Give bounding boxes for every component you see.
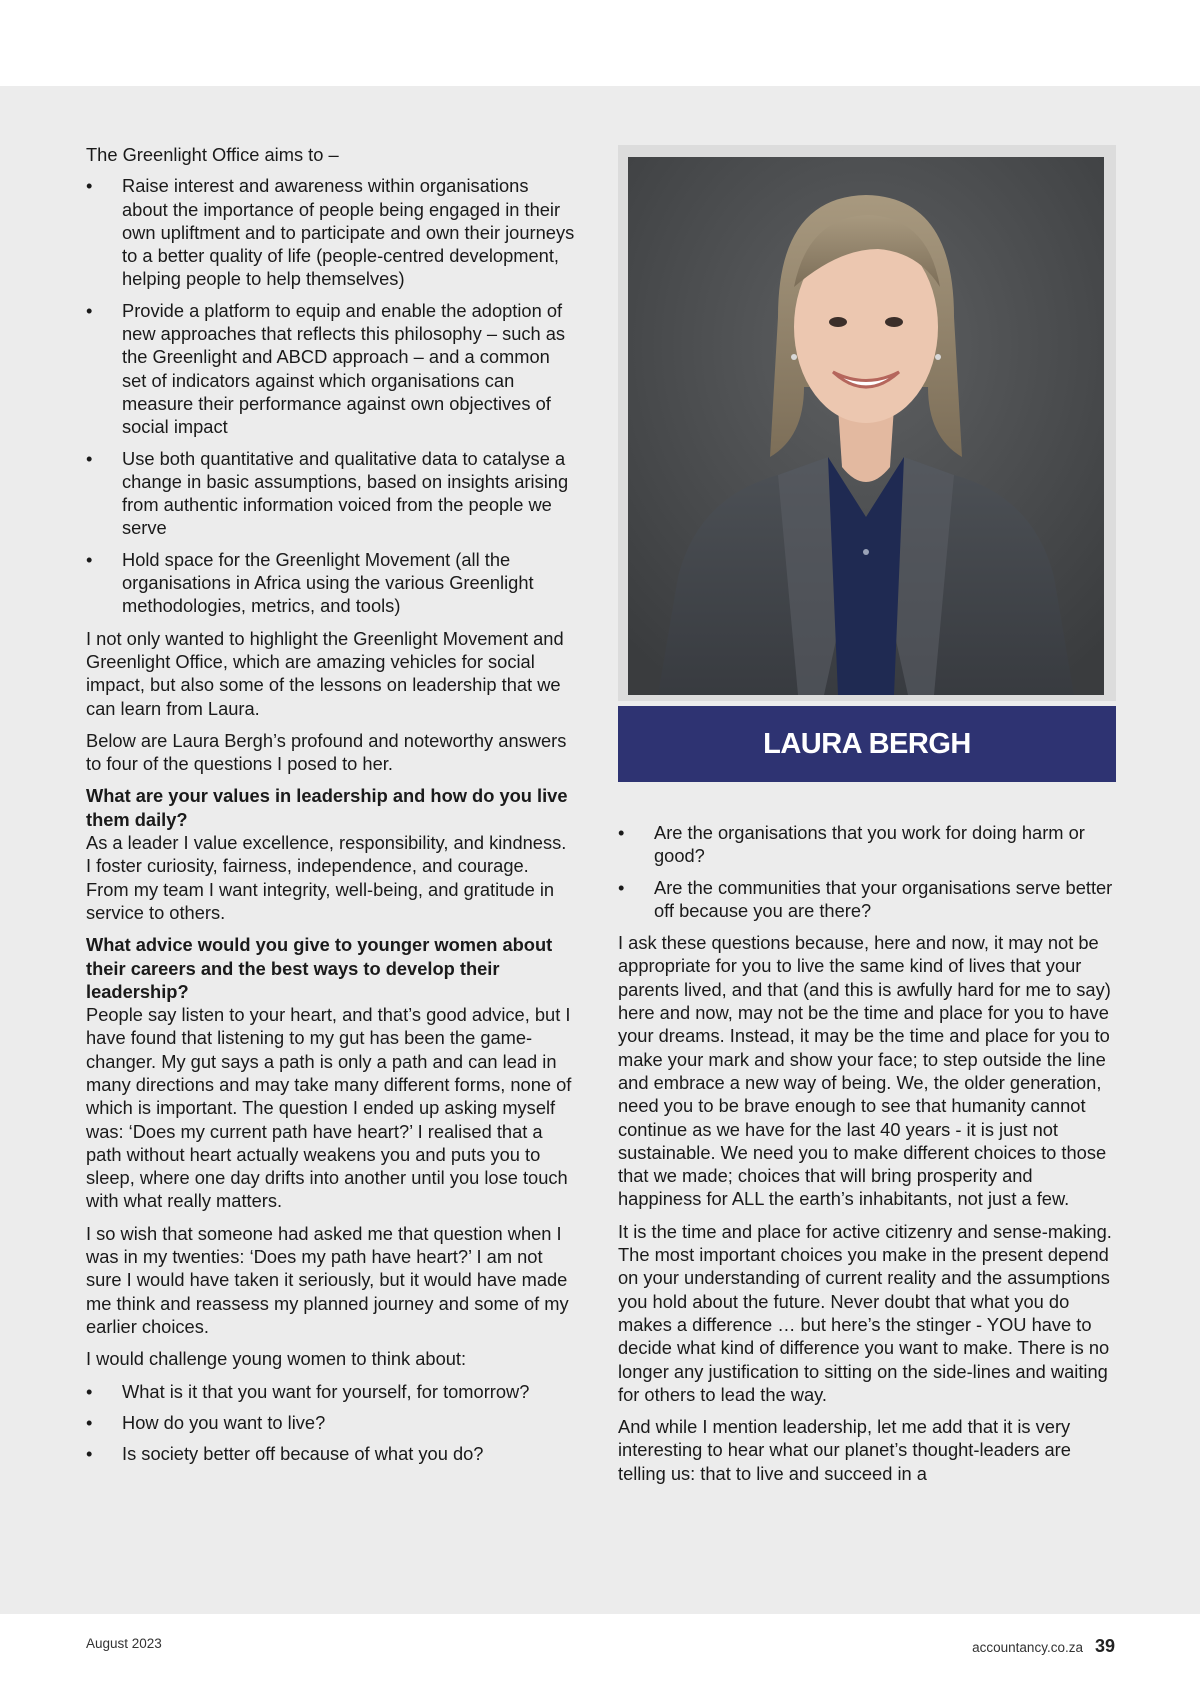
bullet-icon: • [618, 822, 625, 843]
body-paragraph: And while I mention leadership, let me add that it is very interesting to hear what our planet’s thought-leaders are telling us: that to live and succeed in a [618, 1416, 1071, 1484]
page-number: 39 [1094, 1636, 1115, 1656]
list-item-text: What is it that you want for yourself, for tomorrow? [122, 1380, 530, 1402]
list-item [618, 876, 1116, 923]
body-paragraph: I ask these questions because, here and now, it may not be appropriate for you to live the same kind of lives that your parents lived, and that (and this is awfully hard for me to say) here and now, may not be the time and place for you to have your dreams. Instead, it may be the time and place for you to make your mark and show your face; to step outside the line and embrace a new way of being. We, the older generation, need you to be brave enough to see that humanity cannot continue as we have for the last 40 years - it is just not sustainable. We need you to make different choices to those that we made; choices that will bring prosperity and happiness for ALL the earth’s inhabitants, not just a few. [618, 932, 1111, 1210]
list-item-text: Hold space for the Greenlight Movement (all the organisations in Africa using the various Greenlight methodologies, metrics, and tools) [122, 548, 534, 617]
name-caption-banner [618, 706, 1116, 782]
list-item-text: Are the communities that your organisations serve better off because you are there? [654, 876, 1113, 921]
answer-text: As a leader I value excellence, responsibility, and kindness. I foster curiosity, fairness, independence, and courage. From my team I want integrity, well-being, and gratitude in service to others. [86, 832, 567, 923]
body-paragraph: I so wish that someone had asked me that question when I was in my twenties: ‘Does my path have heart?’ I am not sure I would have taken it seriously, but it would have made me think and reassess my planned journey and some of my earlier choices. [86, 1222, 569, 1337]
list-item-text: How do you want to live? [122, 1411, 326, 1433]
answer-text: People say listen to your heart, and that’s good advice, but I have found that listening to my gut has been the game-changer. My gut says a path is only a path and can lead in many directions and may take many different forms, none of which is important. The question I ended up asking myself was: ‘Does my current path have heart?’ I realised that a path without heart actually weakens you and puts you to sleep, where one day drifts into another until you lose touch with what really matters. [86, 1004, 572, 1212]
challenge-list [86, 1380, 576, 1466]
list-item-text: Raise interest and awareness within organisations about the importance of people being engaged in their own upliftment and to participate and own their journeys to a better quality of life (people-centred development, helping people to help themselves) [122, 175, 575, 290]
list-item [86, 174, 576, 290]
list-item [86, 1380, 576, 1403]
qa-block [86, 933, 576, 1213]
list-item [86, 1442, 576, 1465]
body-paragraph: It is the time and place for active citizenry and sense-making. The most important choices you make in the present depend on your understanding of current reality and the assumptions you hold about the future. Never doubt that what you do makes a difference … but here’s the stinger - YOU have to decide what kind of difference you want to make. There is no longer any justification to sitting on the side-lines and waiting for others to lead the way. [618, 1220, 1112, 1405]
footer-date: August 2023 [86, 1636, 162, 1651]
footer-site-link: accountancy.co.za [972, 1640, 1083, 1655]
list-item-text: Provide a platform to equip and enable the adoption of new approaches that reflects this philosophy – such as the Greenlight and ABCD approach – and a common set of indicators against which organisations can measure their performance against own objectives of social impact [122, 299, 566, 438]
list-item [618, 821, 1116, 868]
list-item-text: Use both quantitative and qualitative data to catalyse a change in basic assumptions, based on insights arising from authentic information voiced from the people we serve [122, 447, 569, 539]
body-paragraph: I not only wanted to highlight the Greenlight Movement and Greenlight Office, which are amazing vehicles for social impact, but also some of the lessons on leadership that we can learn from Laura. [86, 627, 564, 719]
bullet-icon: • [86, 548, 93, 570]
list-item-text: Is society better off because of what you do? [122, 1443, 484, 1465]
name-caption: LAURA BERGH [763, 727, 971, 760]
body-paragraph: Below are Laura Bergh’s profound and noteworthy answers to four of the questions I posed to her. [86, 729, 567, 775]
list-item [86, 548, 576, 618]
question-heading: What are your values in leadership and how do you live them daily? [86, 785, 568, 830]
portrait-photo [628, 157, 1104, 695]
qa-block [86, 784, 576, 924]
list-item [86, 447, 576, 540]
question-heading: What advice would you give to younger women about their careers and the best ways to develop their leadership? [86, 934, 553, 1002]
list-item-text: Are the organisations that you work for doing harm or good? [654, 822, 1085, 867]
bullet-icon: • [86, 447, 93, 469]
bullet-icon: • [86, 1411, 93, 1433]
aims-list [86, 174, 576, 617]
footer-right [972, 1636, 1115, 1657]
left-column [86, 143, 576, 1474]
list-item [86, 299, 576, 439]
bullet-icon: • [86, 299, 93, 321]
bullet-icon: • [86, 175, 93, 197]
bullet-icon: • [618, 876, 625, 898]
body-paragraph: I would challenge young women to think about: [86, 1348, 467, 1370]
questions-list [618, 821, 1116, 922]
bullet-icon: • [86, 1443, 93, 1465]
portrait-photo-frame [618, 145, 1116, 701]
bullet-icon: • [86, 1380, 93, 1402]
right-column [618, 821, 1116, 1494]
portrait-illustration [628, 157, 1104, 695]
list-item [86, 1411, 576, 1434]
intro-line: The Greenlight Office aims to – [86, 144, 339, 165]
